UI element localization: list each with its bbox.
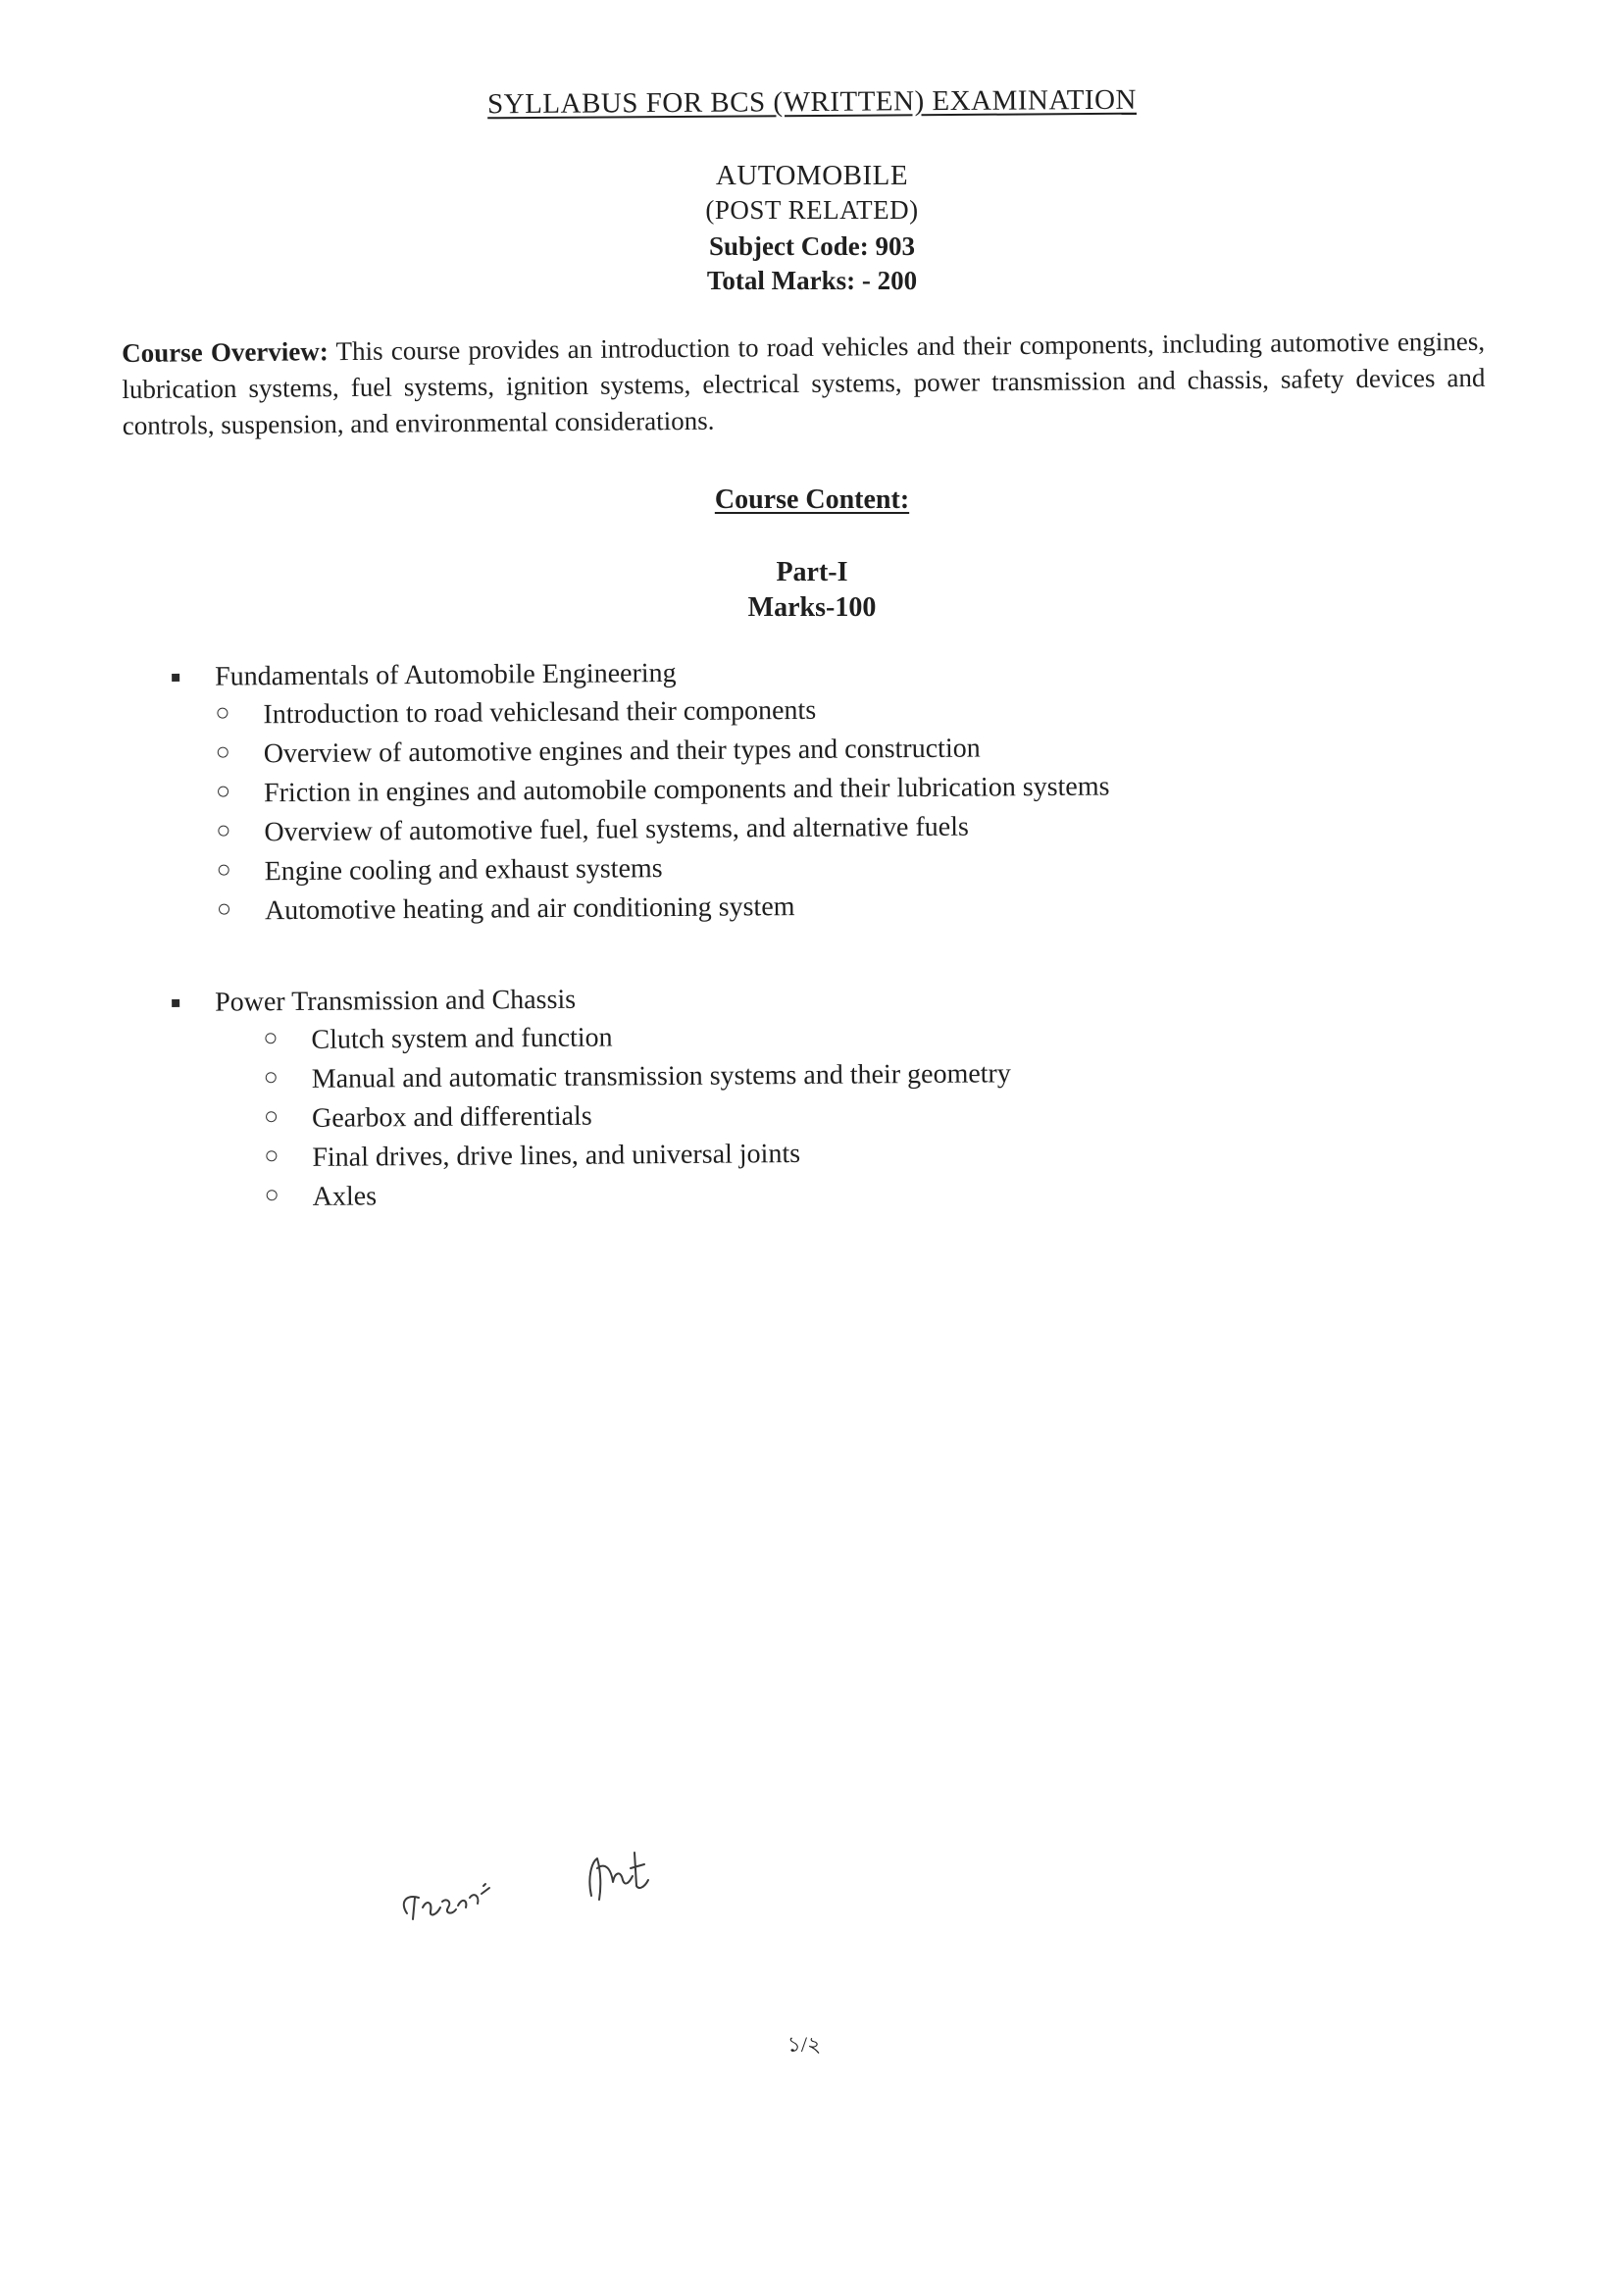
list-item-text: Introduction to road vehiclesand their components <box>263 694 817 731</box>
list-item-text: Final drives, drive lines, and universal joints <box>312 1138 801 1173</box>
list-item-text: Axles <box>312 1181 378 1212</box>
square-bullet-icon <box>172 674 179 682</box>
list-item-text: Friction in engines and automobile components and their lubrication systems <box>263 771 1110 809</box>
section-title: Power Transmission and Chassis <box>215 984 577 1018</box>
post-related-label: (POST RELATED) <box>705 195 919 225</box>
list-item-text: Manual and automatic transmission systems and their geometry <box>311 1058 1011 1094</box>
circle-bullet-icon <box>265 1033 276 1043</box>
circle-bullet-icon <box>217 708 228 719</box>
section-fundamentals <box>172 657 1110 932</box>
subject-name: AUTOMOBILE <box>715 160 909 191</box>
list-item-text: Engine cooling and exhaust systems <box>264 853 663 888</box>
topic-list <box>172 694 1110 932</box>
topic-list <box>172 1022 1011 1218</box>
part-marks: Marks-100 <box>747 592 877 623</box>
circle-bullet-icon <box>219 865 229 876</box>
list-item-text: Clutch system and function <box>311 1022 613 1055</box>
part-label: Part-I <box>776 557 848 587</box>
square-bullet-icon <box>172 999 179 1007</box>
list-item-text: Overview of automotive fuel, fuel systems, and alternative fuels <box>264 811 969 848</box>
circle-bullet-icon <box>266 1072 277 1083</box>
circle-bullet-icon <box>267 1190 278 1200</box>
list-item-text: Gearbox and differentials <box>311 1100 592 1134</box>
circle-bullet-icon <box>218 747 228 758</box>
section-title: Fundamentals of Automobile Engineering <box>215 657 677 692</box>
circle-bullet-icon <box>218 826 228 837</box>
circle-bullet-icon <box>266 1111 277 1122</box>
list-item-text: Overview of automotive engines and their types and construction <box>263 733 981 770</box>
signature-left <box>404 1884 489 1919</box>
circle-bullet-icon <box>266 1150 277 1161</box>
circle-bullet-icon <box>218 787 228 797</box>
total-marks: Total Marks: - 200 <box>706 266 918 295</box>
course-overview <box>122 324 1486 444</box>
page-number: ১/২ <box>787 2032 822 2057</box>
course-overview-label: Course Overview: <box>122 336 329 368</box>
signatures <box>387 1829 682 1937</box>
document-title: SYLLABUS FOR BCS (WRITTEN) EXAMINATION <box>486 83 1138 121</box>
section-power-transmission <box>172 984 1011 1218</box>
course-overview-text: This course provides an introduction to road vehicles and their components, including automotive engines, lubrication systems, fuel systems, ignition systems, electrical systems, power transmission and chassis, safety devices and controls, suspension, and environmental considerations. <box>122 326 1486 440</box>
list-item-text: Automotive heating and air conditioning system <box>264 891 795 927</box>
signature-right <box>589 1853 648 1900</box>
circle-bullet-icon <box>219 904 229 915</box>
course-content-heading: Course Content: <box>714 484 910 515</box>
subject-code: Subject Code: 903 <box>709 231 915 261</box>
